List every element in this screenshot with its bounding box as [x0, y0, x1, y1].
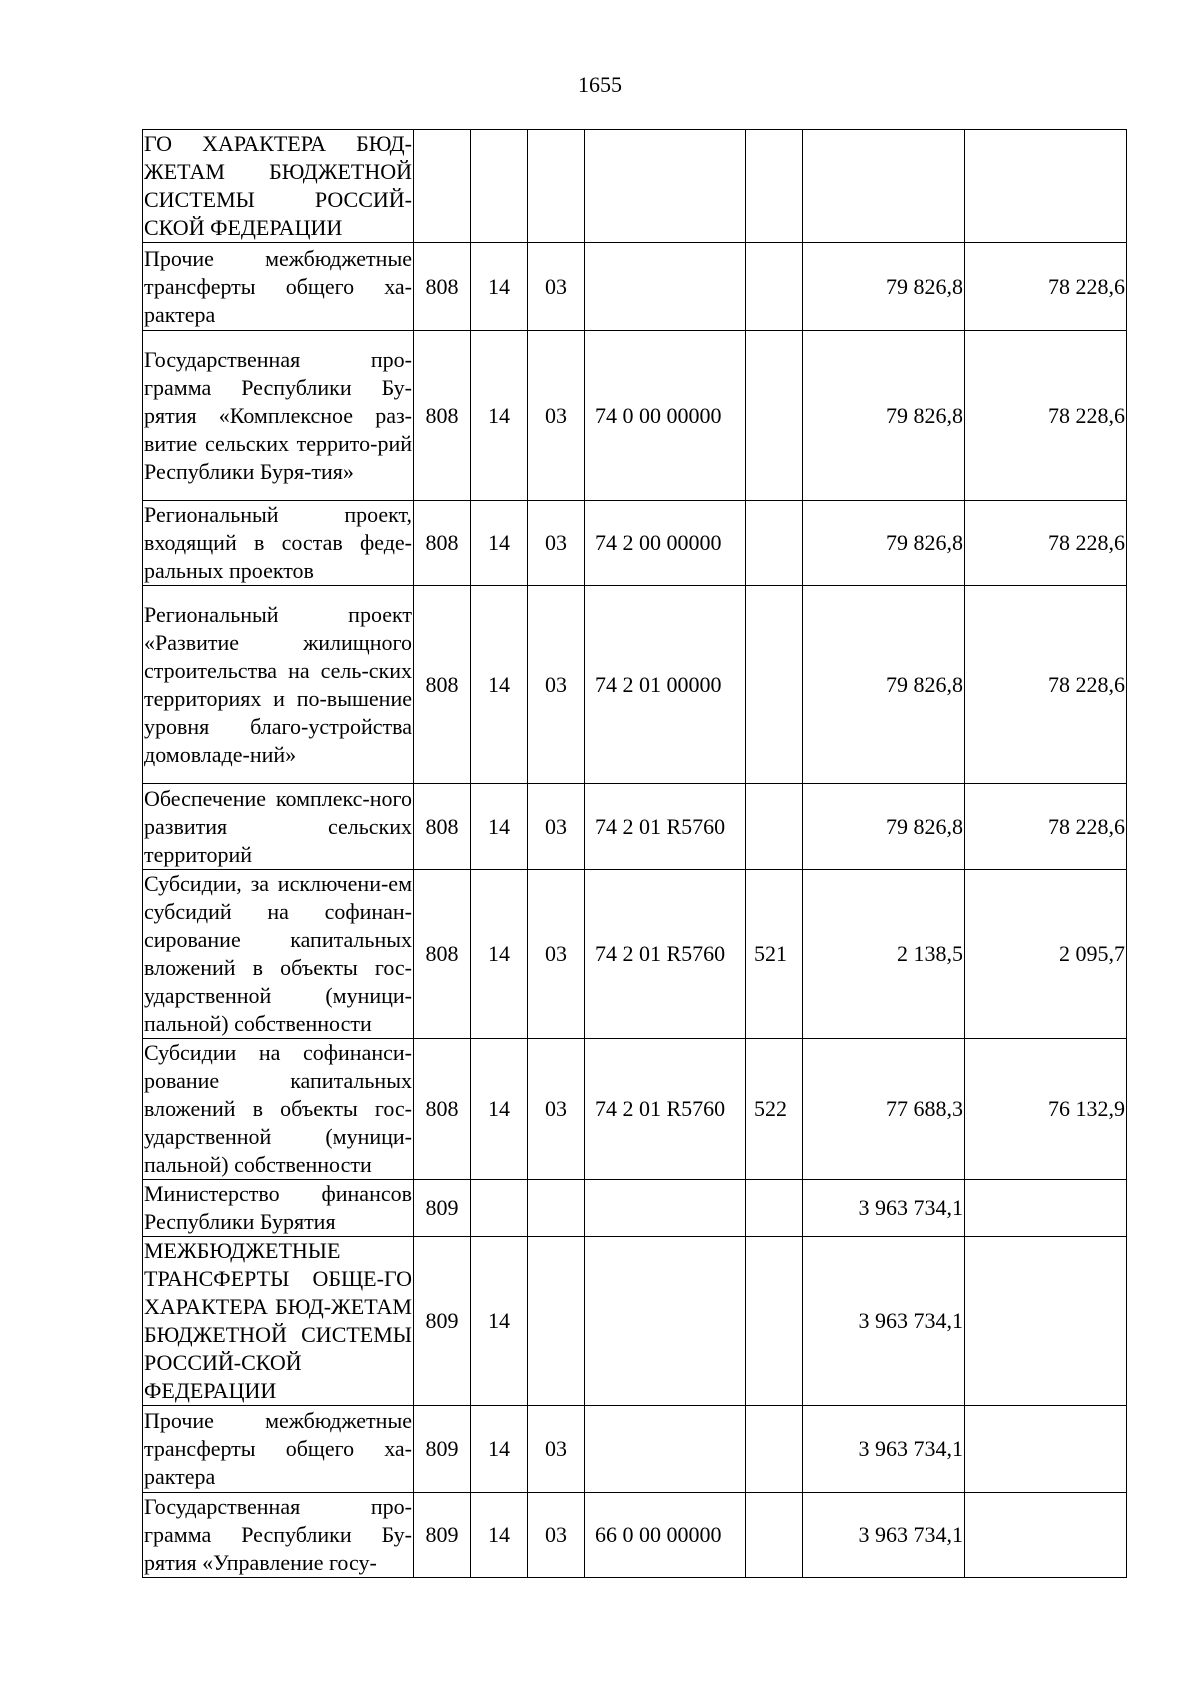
row-grbs-cell: 808 [414, 501, 471, 586]
row-target-article-cell [585, 130, 746, 243]
row-amount-1-cell: 2 138,5 [803, 870, 965, 1039]
row-subsection-cell [528, 1237, 585, 1406]
row-expense-type-cell [746, 243, 803, 331]
row-name-cell: Обеспечение комплекс-ного развития сельских территорий [143, 784, 414, 870]
row-amount-1-cell: 3 963 734,1 [803, 1237, 965, 1406]
row-section-cell: 14 [471, 1039, 528, 1180]
row-target-article-cell [585, 1237, 746, 1406]
row-section-cell [471, 130, 528, 243]
row-amount-1-cell: 3 963 734,1 [803, 1493, 965, 1578]
row-section-cell [471, 1180, 528, 1237]
row-amount-2-cell [965, 1237, 1127, 1406]
row-expense-type-cell [746, 1493, 803, 1578]
row-name-cell: Прочие межбюджетные трансферты общего ха-рактера [143, 1406, 414, 1493]
row-subsection-cell: 03 [528, 784, 585, 870]
row-subsection-cell [528, 1180, 585, 1237]
row-amount-1-cell: 79 826,8 [803, 586, 965, 784]
row-name-cell: Прочие межбюджетные трансферты общего ха-рактера [143, 243, 414, 331]
row-amount-1-cell: 79 826,8 [803, 501, 965, 586]
row-amount-2-cell: 78 228,6 [965, 331, 1127, 501]
row-section-cell: 14 [471, 1237, 528, 1406]
row-amount-2-cell: 76 132,9 [965, 1039, 1127, 1180]
row-grbs-cell: 808 [414, 1039, 471, 1180]
row-amount-2-cell [965, 1406, 1127, 1493]
row-section-cell: 14 [471, 784, 528, 870]
row-name-cell: Региональный проект «Развитие жилищного строительства на сель-ских территориях и по-вышение уровня благо-устройства домовладе-ний» [143, 586, 414, 784]
table-row [143, 1180, 1127, 1237]
row-amount-1-cell [803, 130, 965, 243]
table-row [143, 1493, 1127, 1578]
row-subsection-cell: 03 [528, 1406, 585, 1493]
row-amount-2-cell [965, 1180, 1127, 1237]
row-name-cell: Министерство финансов Республики Бурятия [143, 1180, 414, 1237]
row-grbs-cell: 808 [414, 586, 471, 784]
row-subsection-cell: 03 [528, 331, 585, 501]
row-section-cell: 14 [471, 1406, 528, 1493]
row-expense-type-cell [746, 1237, 803, 1406]
row-section-cell: 14 [471, 870, 528, 1039]
row-expense-type-cell [746, 586, 803, 784]
row-subsection-cell: 03 [528, 243, 585, 331]
row-name-cell: Субсидии на софинанси-рование капитальных вложений в объекты гос-ударственной (муници-пальной) собственности [143, 1039, 414, 1180]
table-row [143, 1237, 1127, 1406]
row-subsection-cell: 03 [528, 870, 585, 1039]
row-grbs-cell: 809 [414, 1493, 471, 1578]
table-row [143, 1039, 1127, 1180]
row-amount-2-cell: 78 228,6 [965, 501, 1127, 586]
table-row [143, 331, 1127, 501]
row-amount-1-cell: 3 963 734,1 [803, 1406, 965, 1493]
row-target-article-cell: 66 0 00 00000 [585, 1493, 746, 1578]
row-target-article-cell [585, 1180, 746, 1237]
table-row [143, 130, 1127, 243]
row-target-article-cell: 74 2 01 R5760 [585, 784, 746, 870]
row-expense-type-cell [746, 784, 803, 870]
row-amount-2-cell: 78 228,6 [965, 586, 1127, 784]
row-expense-type-cell [746, 331, 803, 501]
row-expense-type-cell [746, 130, 803, 243]
row-name-cell: Государственная про-грамма Республики Бу-рятия «Управление госу- [143, 1493, 414, 1578]
budget-table [142, 129, 1127, 1578]
row-amount-1-cell: 79 826,8 [803, 243, 965, 331]
row-target-article-cell [585, 243, 746, 331]
row-section-cell: 14 [471, 586, 528, 784]
table-row [143, 784, 1127, 870]
row-name-cell: МЕЖБЮДЖЕТНЫЕ ТРАНСФЕРТЫ ОБЩЕ-ГО ХАРАКТЕРА БЮД-ЖЕТАМ БЮДЖЕТНОЙ СИСТЕМЫ РОССИЙ-СКОЙ ФЕДЕРАЦИИ [143, 1237, 414, 1406]
row-name-cell: Государственная про-грамма Республики Бу-рятия «Комплексное раз-витие сельских террито-рий Республики Буря-тия» [143, 331, 414, 501]
row-section-cell: 14 [471, 243, 528, 331]
row-name-cell: ГО ХАРАКТЕРА БЮД-ЖЕТАМ БЮДЖЕТНОЙ СИСТЕМЫ РОССИЙ-СКОЙ ФЕДЕРАЦИИ [143, 130, 414, 243]
row-amount-1-cell: 79 826,8 [803, 784, 965, 870]
row-target-article-cell: 74 2 01 00000 [585, 586, 746, 784]
row-subsection-cell [528, 130, 585, 243]
row-section-cell: 14 [471, 1493, 528, 1578]
row-amount-2-cell [965, 1493, 1127, 1578]
row-target-article-cell: 74 0 00 00000 [585, 331, 746, 501]
row-section-cell: 14 [471, 331, 528, 501]
row-target-article-cell [585, 1406, 746, 1493]
row-name-cell: Субсидии, за исключени-ем субсидий на софинан-сирование капитальных вложений в объекты гос-ударственной (муници-пальной) собственности [143, 870, 414, 1039]
row-amount-1-cell: 3 963 734,1 [803, 1180, 965, 1237]
row-grbs-cell [414, 130, 471, 243]
page-number: 1655 [578, 72, 622, 97]
table-row [143, 870, 1127, 1039]
row-subsection-cell: 03 [528, 586, 585, 784]
row-expense-type-cell: 522 [746, 1039, 803, 1180]
row-subsection-cell: 03 [528, 1493, 585, 1578]
row-expense-type-cell [746, 1180, 803, 1237]
row-amount-2-cell: 78 228,6 [965, 243, 1127, 331]
row-grbs-cell: 809 [414, 1406, 471, 1493]
row-expense-type-cell: 521 [746, 870, 803, 1039]
row-amount-2-cell [965, 130, 1127, 243]
row-grbs-cell: 809 [414, 1237, 471, 1406]
row-subsection-cell: 03 [528, 1039, 585, 1180]
row-expense-type-cell [746, 501, 803, 586]
table-row [143, 1406, 1127, 1493]
row-target-article-cell: 74 2 01 R5760 [585, 870, 746, 1039]
row-section-cell: 14 [471, 501, 528, 586]
row-grbs-cell: 809 [414, 1180, 471, 1237]
row-target-article-cell: 74 2 00 00000 [585, 501, 746, 586]
row-amount-1-cell: 79 826,8 [803, 331, 965, 501]
row-name-cell: Региональный проект, входящий в состав феде-ральных проектов [143, 501, 414, 586]
table-row [143, 501, 1127, 586]
row-amount-2-cell: 2 095,7 [965, 870, 1127, 1039]
row-grbs-cell: 808 [414, 331, 471, 501]
table-row [143, 586, 1127, 784]
table-row [143, 243, 1127, 331]
row-amount-2-cell: 78 228,6 [965, 784, 1127, 870]
row-expense-type-cell [746, 1406, 803, 1493]
row-grbs-cell: 808 [414, 870, 471, 1039]
row-grbs-cell: 808 [414, 243, 471, 331]
row-amount-1-cell: 77 688,3 [803, 1039, 965, 1180]
row-subsection-cell: 03 [528, 501, 585, 586]
row-target-article-cell: 74 2 01 R5760 [585, 1039, 746, 1180]
row-grbs-cell: 808 [414, 784, 471, 870]
